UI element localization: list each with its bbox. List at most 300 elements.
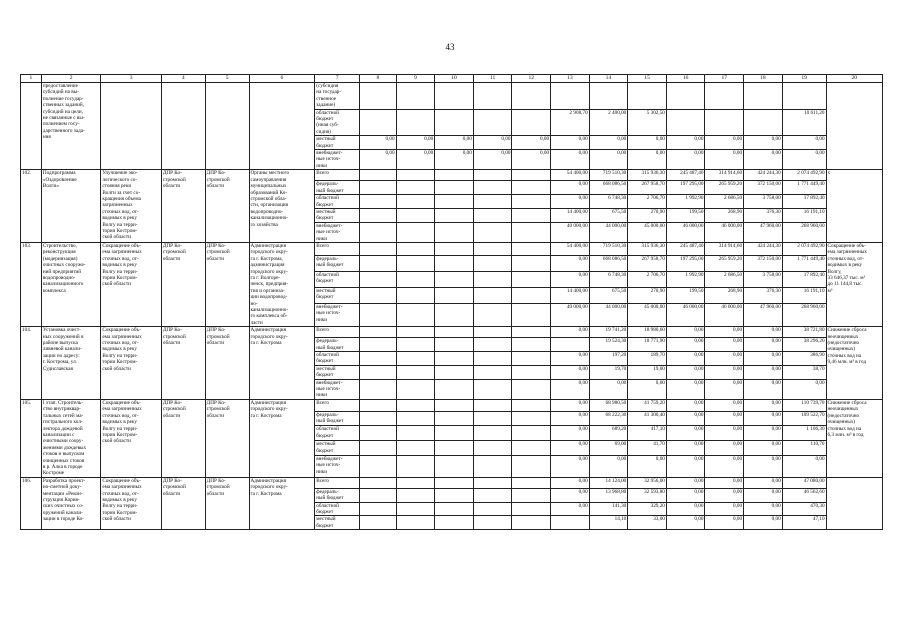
- amount-cell: 0,00: [628, 150, 667, 170]
- amount-cell: [360, 303, 397, 326]
- amount-cell: 0,00: [551, 379, 590, 399]
- amount-cell: [512, 365, 551, 379]
- amount-cell: [396, 379, 435, 399]
- amount-cell: [396, 271, 435, 287]
- amount-cell: [396, 287, 435, 303]
- table-row: [21, 327, 883, 338]
- amount-cell: 0,00: [705, 456, 744, 478]
- amount-cell: 0,00: [705, 338, 744, 352]
- amount-cell: 0,00: [473, 150, 512, 170]
- amount-cell: 44 000,00: [589, 222, 628, 242]
- amount-cell: 0,00: [666, 488, 705, 502]
- amount-cell: 6 748,30: [589, 271, 628, 287]
- amount-cell: [396, 208, 435, 222]
- measure-name: Строительство, реконструкция (модернизация) очистных сооруже- ний предприятий водопроводно- канализационного комплекса: [41, 242, 100, 326]
- expected-result: [826, 83, 882, 170]
- amount-cell: 268,90: [705, 208, 744, 222]
- amount-cell: 14,10: [589, 516, 628, 530]
- amount-cell: 0,00: [782, 456, 826, 478]
- amount-cell: [473, 327, 512, 338]
- funding-source: местный бюджет: [315, 516, 360, 530]
- funding-source: областной бюджет (иная суб- сидия): [315, 109, 360, 136]
- amount-cell: 417,10: [628, 426, 667, 441]
- amount-cell: 0,00: [551, 426, 590, 441]
- measure-goal: Сокращение объ- ема загрязненных сточных вод, от- водимых в реку Волгу на терри- тории Костром- ской области: [101, 477, 162, 529]
- amount-cell: 0,00: [435, 150, 474, 170]
- amount-cell: 33,00: [628, 516, 667, 530]
- amount-cell: 17 892,40: [782, 195, 826, 209]
- amount-cell: 0,00: [744, 426, 783, 441]
- responsible-executor: ДПР Ко- стромской области: [161, 170, 205, 243]
- funding-source: областной бюджет: [315, 195, 360, 209]
- amount-cell: 265 959,20: [705, 181, 744, 195]
- funding-source: местный бюджет: [315, 287, 360, 303]
- amount-cell: 2 706,70: [628, 195, 667, 209]
- participants: [249, 83, 315, 170]
- column-header: 12: [512, 75, 551, 83]
- amount-cell: [435, 502, 474, 516]
- amount-cell: 2 706,70: [628, 271, 667, 287]
- amount-cell: [435, 441, 474, 456]
- amount-cell: [435, 426, 474, 441]
- amount-cell: [512, 287, 551, 303]
- amount-cell: [435, 195, 474, 209]
- amount-cell: [512, 477, 551, 488]
- amount-cell: 0,00: [705, 365, 744, 379]
- amount-cell: 376,30: [744, 287, 783, 303]
- amount-cell: 0,00: [551, 365, 590, 379]
- amount-cell: [360, 287, 397, 303]
- amount-cell: [360, 109, 397, 136]
- amount-cell: [360, 242, 397, 255]
- amount-cell: 372 150,00: [744, 255, 783, 271]
- participants: Администрация городского окру- га г. Кострома, администрация городского окру- га г. Волгоре- ченск, предприя- тия и организа- ции водопровод- но- канализационно- го комплекса об- ласти: [249, 242, 315, 326]
- expected-result: Снижение сброса неочищенных (недостаточно очищенных) сточных вод на 6,3 млн. м³ в год: [826, 399, 882, 477]
- measure-goal: Сокращение объ- ема загрязненных сточных вод, от- водимых в реку Волгу на терри- тории Костром- ской области: [101, 399, 162, 477]
- amount-cell: 268,90: [705, 287, 744, 303]
- amount-cell: 0,00: [551, 181, 590, 195]
- amount-cell: [473, 426, 512, 441]
- funding-source: местный бюджет: [315, 208, 360, 222]
- amount-cell: [435, 399, 474, 411]
- amount-cell: 0,00: [705, 411, 744, 426]
- amount-cell: [396, 195, 435, 209]
- amount-cell: 689,20: [589, 426, 628, 441]
- amount-cell: 2 686,50: [705, 195, 744, 209]
- funding-source: Всего: [315, 477, 360, 488]
- amount-cell: 270,90: [628, 287, 667, 303]
- amount-cell: [360, 255, 397, 271]
- amount-cell: [396, 109, 435, 136]
- amount-cell: [360, 502, 397, 516]
- amount-cell: [589, 83, 628, 110]
- amount-cell: [512, 399, 551, 411]
- amount-cell: [396, 488, 435, 502]
- amount-cell: [512, 222, 551, 242]
- responsible-executor: ДПР Ко- стромской области: [161, 399, 205, 477]
- amount-cell: [360, 208, 397, 222]
- row-number: 106.: [21, 477, 42, 529]
- measure-goal: [101, 83, 162, 170]
- amount-cell: [512, 426, 551, 441]
- amount-cell: 46 562,60: [782, 488, 826, 502]
- amount-cell: [666, 83, 705, 110]
- amount-cell: 0,00: [744, 399, 783, 411]
- amount-cell: [512, 195, 551, 209]
- measure-name: Установка очист- ных сооружений в районе выпуска ливневой канали- зации по адресу: г. Кострома, ул. Судиславская: [41, 327, 100, 400]
- amount-cell: [435, 181, 474, 195]
- amount-cell: [435, 352, 474, 366]
- amount-cell: 0,00: [589, 456, 628, 478]
- table-row: [21, 399, 883, 411]
- amount-cell: 0,00: [782, 379, 826, 399]
- amount-cell: 268 960,00: [782, 303, 826, 326]
- amount-cell: [512, 338, 551, 352]
- amount-cell: 14 400,00: [551, 287, 590, 303]
- amount-cell: [360, 516, 397, 530]
- amount-cell: 46 000,00: [705, 303, 744, 326]
- table-row: [21, 83, 883, 110]
- amount-cell: [435, 411, 474, 426]
- amount-cell: 0,00: [666, 502, 705, 516]
- amount-cell: [396, 222, 435, 242]
- amount-cell: [782, 83, 826, 110]
- amount-cell: 0,00: [666, 399, 705, 411]
- amount-cell: 0,00: [705, 327, 744, 338]
- amount-cell: 109 522,70: [782, 411, 826, 426]
- amount-cell: [512, 411, 551, 426]
- amount-cell: 1 771 449,40: [782, 255, 826, 271]
- amount-cell: [435, 456, 474, 478]
- amount-cell: 199,50: [666, 208, 705, 222]
- amount-cell: [396, 365, 435, 379]
- funding-source: Всего: [315, 170, 360, 181]
- amount-cell: [360, 399, 397, 411]
- amount-cell: 46 000,00: [705, 222, 744, 242]
- amount-cell: [551, 83, 590, 110]
- amount-cell: [551, 338, 590, 352]
- amount-cell: 0,00: [705, 352, 744, 366]
- measure-name: Разработка проект- но-сметной доку- ментации «Рекон- струкция Корня- ских очистных со- оружений канали- зации в городе Ко-: [41, 477, 100, 529]
- amount-cell: [360, 338, 397, 352]
- coexecutor: ДПР Ко- стромской области: [205, 170, 249, 243]
- amount-cell: [396, 516, 435, 530]
- funding-source: федераль- ный бюджет: [315, 411, 360, 426]
- amount-cell: [473, 477, 512, 488]
- amount-cell: [396, 181, 435, 195]
- measure-goal: Улучшение эко- логического со- стояния реки Волги за счет со- кращения объема загрязненных сточных вод, от- водимых в реку Волгу на терри- тории Костром- ской области: [101, 170, 162, 243]
- amount-cell: 54 400,00: [551, 170, 590, 181]
- amount-cell: [360, 195, 397, 209]
- amount-cell: 47 960,00: [744, 303, 783, 326]
- column-header: 2: [41, 75, 100, 83]
- amount-cell: [435, 488, 474, 502]
- amount-cell: 45 000,00: [628, 303, 667, 326]
- amount-cell: 0,00: [744, 327, 783, 338]
- amount-cell: [473, 399, 512, 411]
- amount-cell: 0,00: [512, 136, 551, 150]
- funding-source: Всего: [315, 399, 360, 411]
- expected-result: х: [826, 170, 882, 243]
- amount-cell: [666, 109, 705, 136]
- amount-cell: [473, 242, 512, 255]
- funding-source: федераль- ный бюджет: [315, 488, 360, 502]
- participants: Администрация городского окру- га г. Кострома: [249, 327, 315, 400]
- amount-cell: 6 748,30: [589, 195, 628, 209]
- amount-cell: 0,00: [666, 516, 705, 530]
- amount-cell: [360, 426, 397, 441]
- amount-cell: 0,00: [744, 488, 783, 502]
- amount-cell: 0,00: [705, 502, 744, 516]
- amount-cell: 314 914,60: [705, 242, 744, 255]
- amount-cell: [473, 303, 512, 326]
- amount-cell: 189,70: [628, 352, 667, 366]
- responsible-executor: ДПР Ко- стромской области: [161, 327, 205, 400]
- amount-cell: 0,00: [628, 379, 667, 399]
- amount-cell: [360, 477, 397, 488]
- amount-cell: [435, 255, 474, 271]
- amount-cell: 0,00: [512, 150, 551, 170]
- amount-cell: [435, 303, 474, 326]
- amount-cell: [396, 338, 435, 352]
- amount-cell: 2 400,00: [589, 109, 628, 136]
- amount-cell: 19,00: [628, 365, 667, 379]
- amount-cell: 0,00: [666, 426, 705, 441]
- amount-cell: 38 721,80: [782, 327, 826, 338]
- amount-cell: 315 936,30: [628, 170, 667, 181]
- amount-cell: 0,00: [744, 516, 783, 530]
- amount-cell: 0,00: [666, 352, 705, 366]
- amount-cell: 68 222,30: [589, 411, 628, 426]
- amount-cell: 5 302,50: [628, 109, 667, 136]
- column-header: 13: [551, 75, 590, 83]
- row-number: 105.: [21, 399, 42, 477]
- funding-source: внебюджет- ные источ- ники: [315, 456, 360, 478]
- amount-cell: 0,00: [744, 379, 783, 399]
- amount-cell: [360, 441, 397, 456]
- amount-cell: [473, 255, 512, 271]
- amount-cell: 0,00: [551, 477, 590, 488]
- amount-cell: [744, 83, 783, 110]
- amount-cell: 110,70: [782, 441, 826, 456]
- amount-cell: 0,00: [744, 365, 783, 379]
- funding-source: областной бюджет: [315, 271, 360, 287]
- amount-cell: [360, 365, 397, 379]
- amount-cell: 0,00: [551, 411, 590, 426]
- amount-cell: 0,00: [705, 136, 744, 150]
- amount-cell: 17 892,40: [782, 271, 826, 287]
- coexecutor: ДПР Ко- стромской области: [205, 399, 249, 477]
- amount-cell: [512, 208, 551, 222]
- responsible-executor: [161, 83, 205, 170]
- measure-name: Подпрограмма «Оздоровление Волги»: [41, 170, 100, 243]
- amount-cell: [512, 181, 551, 195]
- amount-cell: 54 400,00: [551, 242, 590, 255]
- amount-cell: 0,00: [589, 150, 628, 170]
- amount-cell: 329,20: [628, 502, 667, 516]
- amount-cell: [435, 516, 474, 530]
- amount-cell: [512, 441, 551, 456]
- column-header: 20: [826, 75, 882, 83]
- funding-source: Всего: [315, 242, 360, 255]
- funding-source: федераль- ный бюджет: [315, 338, 360, 352]
- amount-cell: 2 686,50: [705, 271, 744, 287]
- measure-name: I этап. Строитель- ство внутриквар- тальных сетей ма- гистрального кол- лектора дождевой канализации с очистными соору- жениями дождевых стоков и выпуском очищенных стоков в р. Алка в городе Костроме: [41, 399, 100, 477]
- amount-cell: [360, 352, 397, 366]
- table-body: [21, 75, 883, 530]
- amount-cell: [396, 303, 435, 326]
- amount-cell: 0,00: [705, 441, 744, 456]
- amount-cell: 0,00: [360, 150, 397, 170]
- amount-cell: 0,00: [551, 502, 590, 516]
- amount-cell: 0,00: [705, 379, 744, 399]
- column-header: 11: [473, 75, 512, 83]
- amount-cell: [396, 477, 435, 488]
- amount-cell: [360, 488, 397, 502]
- funding-source: федераль- ный бюджет: [315, 255, 360, 271]
- amount-cell: 0,00: [744, 150, 783, 170]
- amount-cell: 0,00: [396, 136, 435, 150]
- amount-cell: [360, 327, 397, 338]
- amount-cell: 315 936,30: [628, 242, 667, 255]
- funding-source: внебюджет- ные источ- ники: [315, 379, 360, 399]
- participants: Органы местного самоуправления муниципальных образований Ко- стромской обла- сти, организации водопроводно- канализационно- го хозяйства: [249, 170, 315, 243]
- amount-cell: 0,00: [551, 271, 590, 287]
- column-header: 14: [589, 75, 628, 83]
- participants: Администрация городского окру- га г. Кострома: [249, 477, 315, 529]
- column-header: 15: [628, 75, 667, 83]
- amount-cell: 668 086,50: [589, 255, 628, 271]
- amount-cell: [744, 109, 783, 136]
- amount-cell: [473, 488, 512, 502]
- amount-cell: [396, 327, 435, 338]
- amount-cell: [473, 456, 512, 478]
- funding-source: Всего: [315, 327, 360, 338]
- amount-cell: 44 000,00: [589, 303, 628, 326]
- amount-cell: [435, 379, 474, 399]
- amount-cell: 41 300,40: [628, 411, 667, 426]
- amount-cell: 245 487,40: [666, 170, 705, 181]
- amount-cell: 69,00: [589, 441, 628, 456]
- amount-cell: 0,00: [666, 441, 705, 456]
- amount-cell: [435, 477, 474, 488]
- column-numbers-row: [21, 75, 883, 83]
- column-header: 3: [101, 75, 162, 83]
- amount-cell: [512, 170, 551, 181]
- amount-cell: 0,00: [744, 441, 783, 456]
- amount-cell: 47,10: [782, 516, 826, 530]
- funding-source: областной бюджет: [315, 502, 360, 516]
- funding-source: областной бюджет: [315, 352, 360, 366]
- amount-cell: [360, 83, 397, 110]
- amount-cell: 0,00: [551, 150, 590, 170]
- amount-cell: 424 244,30: [744, 170, 783, 181]
- amount-cell: [435, 327, 474, 338]
- amount-cell: [473, 170, 512, 181]
- responsible-executor: ДПР Ко- стромской области: [161, 477, 205, 529]
- amount-cell: 1 992,90: [666, 195, 705, 209]
- amount-cell: 197 295,00: [666, 255, 705, 271]
- amount-cell: [512, 488, 551, 502]
- amount-cell: [360, 181, 397, 195]
- amount-cell: [473, 379, 512, 399]
- amount-cell: [435, 109, 474, 136]
- amount-cell: [473, 287, 512, 303]
- amount-cell: 0,00: [551, 399, 590, 411]
- amount-cell: [512, 83, 551, 110]
- amount-cell: [396, 441, 435, 456]
- amount-cell: 0,00: [360, 136, 397, 150]
- amount-cell: 46 000,00: [666, 222, 705, 242]
- amount-cell: 0,00: [628, 456, 667, 478]
- amount-cell: 19 524,30: [589, 338, 628, 352]
- amount-cell: 675,50: [589, 287, 628, 303]
- funding-source: областной бюджет: [315, 426, 360, 441]
- funding-source: местный бюджет: [315, 136, 360, 150]
- amount-cell: 0,00: [705, 150, 744, 170]
- amount-cell: [705, 83, 744, 110]
- amount-cell: [360, 170, 397, 181]
- amount-cell: [512, 327, 551, 338]
- amount-cell: [473, 441, 512, 456]
- amount-cell: 0,00: [666, 136, 705, 150]
- column-header: 8: [360, 75, 397, 83]
- amount-cell: 0,00: [628, 136, 667, 150]
- amount-cell: [473, 83, 512, 110]
- column-header: 7: [315, 75, 360, 83]
- row-number: 102.: [21, 170, 42, 243]
- amount-cell: 668 086,50: [589, 181, 628, 195]
- amount-cell: 386,90: [782, 352, 826, 366]
- expected-result: Сокращение объ- ема загрязненных сточных вод, от- водимых в реку Волгу, 33 646,37 тыс. м³ до 11 144,8 тыс. м³: [826, 242, 882, 326]
- amount-cell: 0,00: [744, 136, 783, 150]
- amount-cell: [512, 271, 551, 287]
- amount-cell: 0,00: [666, 150, 705, 170]
- funding-source: внебюджет- ные источ- ники: [315, 222, 360, 242]
- amount-cell: 0,00: [551, 255, 590, 271]
- amount-cell: 0,00: [551, 441, 590, 456]
- participants: Администрация городского окру- га г. Кострома: [249, 399, 315, 477]
- amount-cell: 314 914,60: [705, 170, 744, 181]
- amount-cell: 0,00: [744, 456, 783, 478]
- amount-cell: 0,00: [705, 399, 744, 411]
- row-number: [21, 83, 42, 170]
- amount-cell: [473, 109, 512, 136]
- amount-cell: 0,00: [782, 150, 826, 170]
- amount-cell: [473, 208, 512, 222]
- amount-cell: [512, 516, 551, 530]
- coexecutor: ДПР Ко- стромской области: [205, 327, 249, 400]
- amount-cell: 45 000,00: [628, 222, 667, 242]
- column-header: 6: [249, 75, 315, 83]
- funding-source: внебюджет- ные источ- ники: [315, 150, 360, 170]
- amount-cell: [473, 502, 512, 516]
- amount-cell: 0,00: [435, 136, 474, 150]
- amount-cell: 424 244,30: [744, 242, 783, 255]
- column-header: 19: [782, 75, 826, 83]
- amount-cell: 32 593,80: [628, 488, 667, 502]
- amount-cell: 41,70: [628, 441, 667, 456]
- amount-cell: [473, 222, 512, 242]
- amount-cell: 0,00: [589, 379, 628, 399]
- amount-cell: 0,00: [551, 352, 590, 366]
- amount-cell: [435, 208, 474, 222]
- amount-cell: [473, 365, 512, 379]
- amount-cell: 13 968,80: [589, 488, 628, 502]
- amount-cell: 10 611,20: [782, 109, 826, 136]
- amount-cell: [396, 352, 435, 366]
- amount-cell: [396, 411, 435, 426]
